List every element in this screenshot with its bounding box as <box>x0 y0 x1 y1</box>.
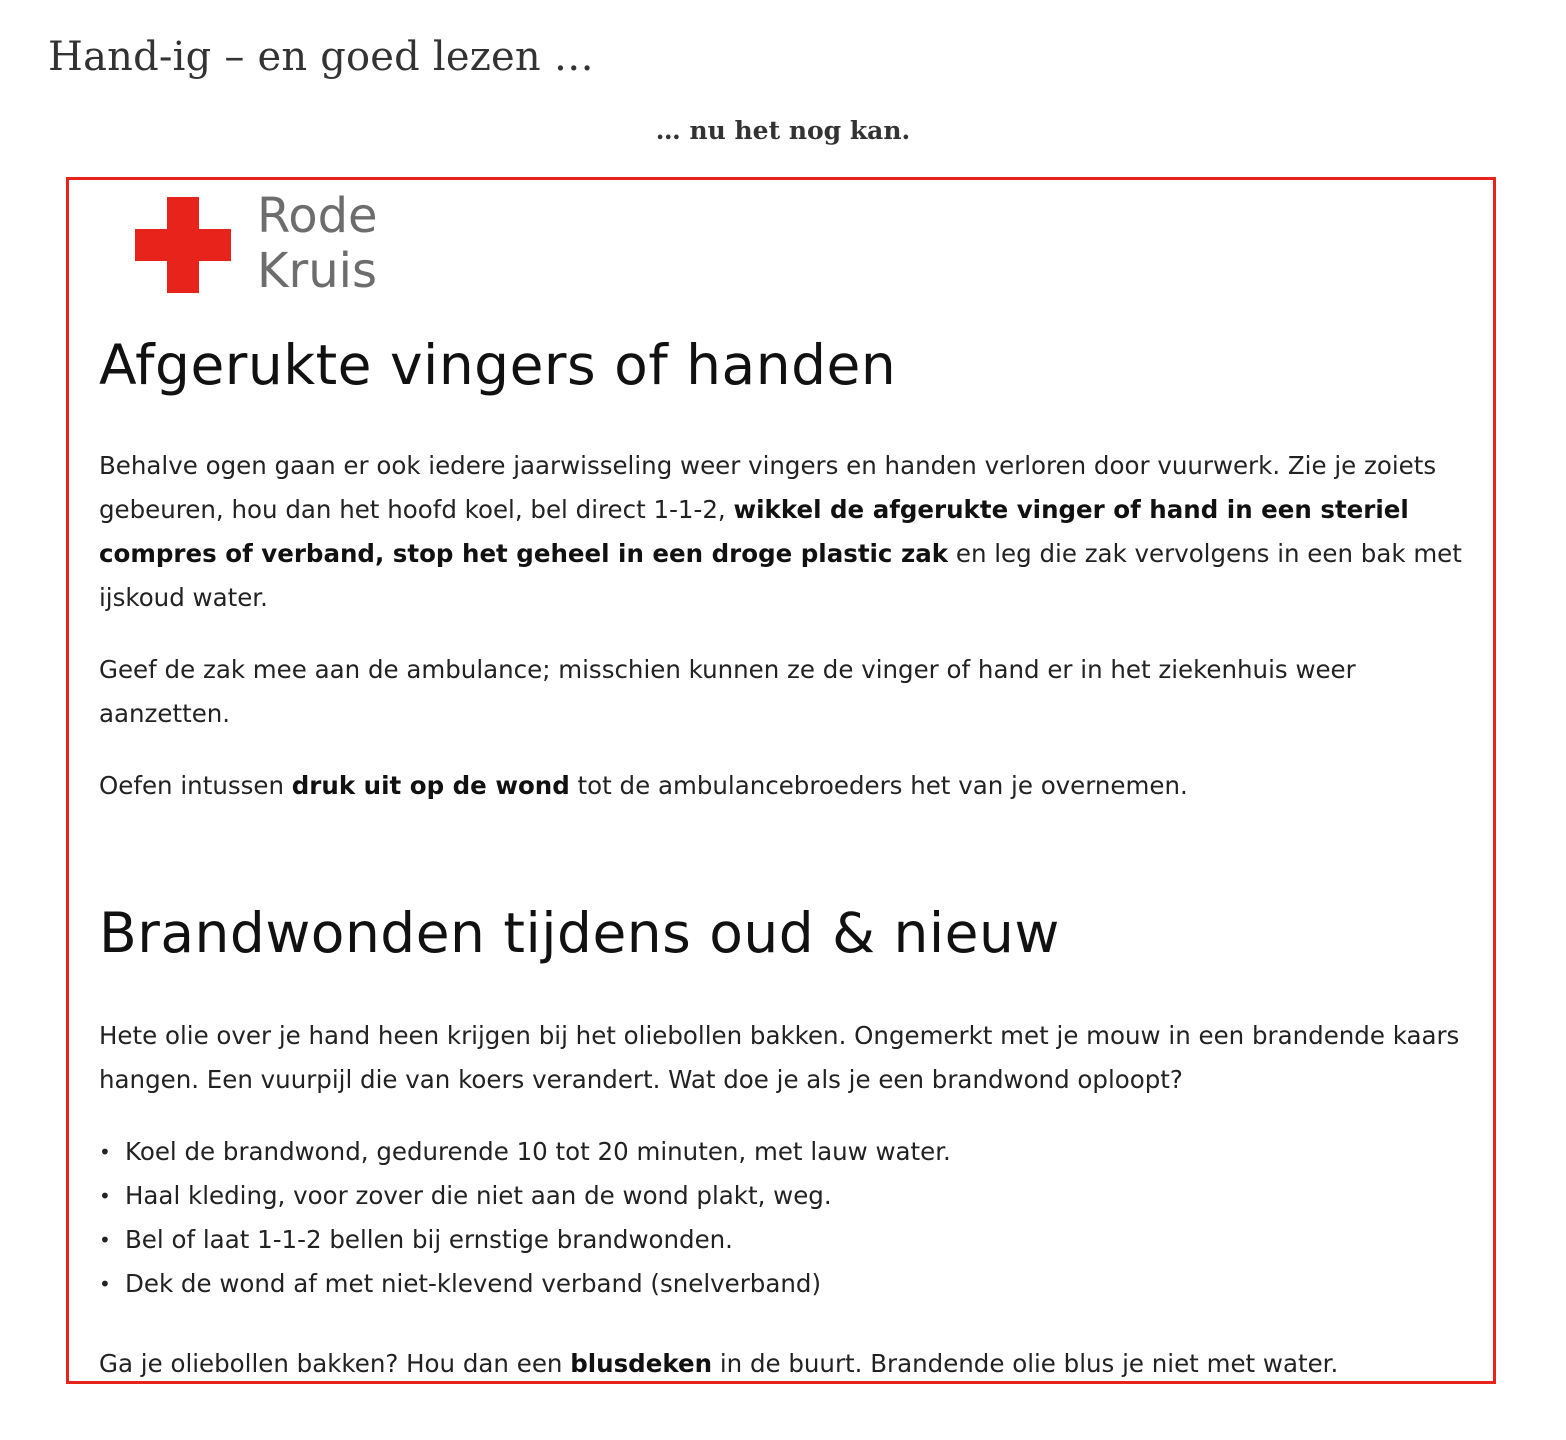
bullet-icon: • <box>99 1272 111 1296</box>
logo-wordmark <box>257 189 378 299</box>
paragraph-burns-intro: Hete olie over je hand heen krijgen bij het oliebollen bakken. Ongemerkt met je mouw in een brandende kaars hangen. Een vuurpijl die van koers verandert. Wat doe je als je een brandwond oploopt? <box>99 1021 1460 1094</box>
rode-kruis-logo <box>135 188 435 299</box>
list-item <box>99 1174 1481 1218</box>
list-item <box>99 1262 1481 1306</box>
bold-text: blusdeken <box>570 1349 713 1378</box>
bold-text: druk uit op de wond <box>291 771 570 800</box>
bullet-icon: • <box>99 1184 111 1208</box>
text-run: tot de ambulancebroeders het van je overnemen. <box>569 771 1188 800</box>
text-run: Ga je oliebollen bakken? Hou dan een <box>99 1349 571 1378</box>
list-item <box>99 1218 1481 1262</box>
text-run: en leg die zak vervolgens in een bak met ijskoud water. <box>99 539 1462 612</box>
text-run: in de buurt. Brandende olie blus je niet met water. <box>712 1349 1339 1378</box>
logo-line-1: Rode <box>257 188 378 244</box>
paragraph-pressure <box>99 764 1481 808</box>
section-heading-fingers: Afgerukte vingers of handen <box>99 333 897 397</box>
logo-line-2: Kruis <box>257 243 377 299</box>
paragraph-fingers-intro <box>99 444 1481 620</box>
bold-text: wikkel de afgerukte vinger of hand in een steriel compres of verband, stop het geheel in een droge plastic zak <box>99 495 1409 568</box>
list-item-text: Bel of laat 1-1-2 bellen bij ernstige brandwonden. <box>125 1225 733 1254</box>
list-item <box>99 1130 1481 1174</box>
text-run: Oefen intussen <box>99 771 292 800</box>
list-item-text: Dek de wond af met niet-klevend verband (snelverband) <box>125 1269 822 1298</box>
red-cross-article-image <box>66 177 1496 1384</box>
article-content <box>99 330 1481 1386</box>
section-heading-burns: Brandwonden tijdens oud & nieuw <box>99 901 1060 965</box>
page-subtitle: … nu het nog kan. <box>655 116 911 145</box>
text-run: Behalve ogen gaan er ook iedere jaarwisseling weer vingers en handen verloren door vuurwerk. Zie je zoiets gebeuren, hou dan het hoofd koel, bel direct 1-1-2, <box>99 451 1437 524</box>
list-item-text: Haal kleding, voor zover die niet aan de wond plakt, weg. <box>125 1181 832 1210</box>
bullet-icon: • <box>99 1140 111 1164</box>
page-title: Hand-ig – en goed lezen … <box>48 34 594 80</box>
bullet-icon: • <box>99 1228 111 1252</box>
paragraph-ambulance: Geef de zak mee aan de ambulance; misschien kunnen ze de vinger of hand er in het ziekenhuis weer aanzetten. <box>99 655 1356 728</box>
paragraph-fire-blanket <box>99 1342 1481 1386</box>
burns-steps-list <box>99 1130 1481 1306</box>
list-item-text: Koel de brandwond, gedurende 10 tot 20 minuten, met lauw water. <box>125 1137 951 1166</box>
red-cross-icon-bar <box>135 229 231 261</box>
